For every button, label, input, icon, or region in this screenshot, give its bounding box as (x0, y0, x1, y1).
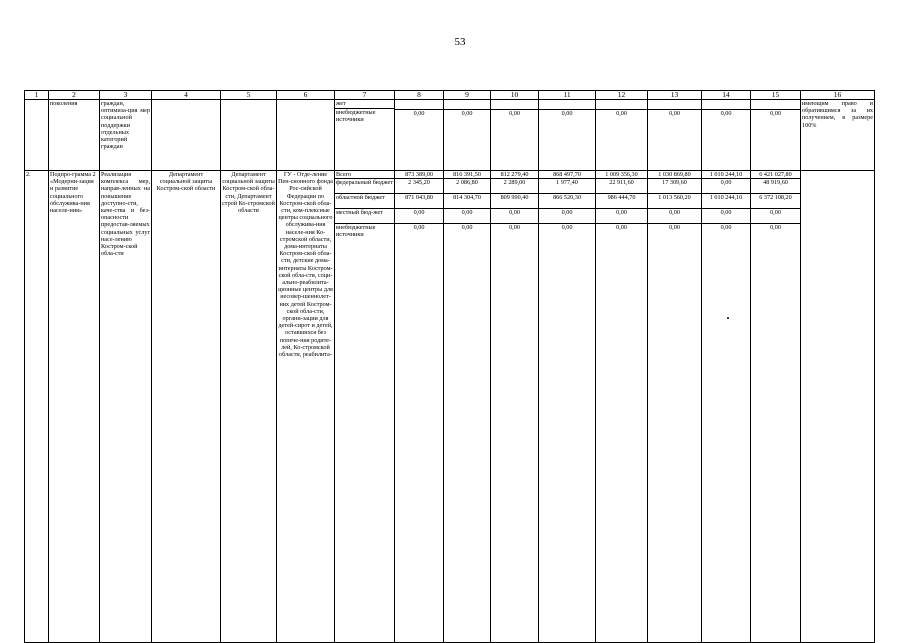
value: 1 977,40 (539, 179, 595, 194)
row-number-cell (25, 100, 49, 171)
value-cell (702, 100, 751, 171)
value: 1 030 869,80 (648, 171, 701, 179)
header-cell: 8 (395, 91, 444, 100)
value-cell (596, 100, 648, 171)
scan-speck (727, 317, 729, 319)
header-cell: 5 (221, 91, 277, 100)
value: 0,00 (720, 224, 732, 231)
value: 0,00 (770, 224, 781, 231)
header-cell: 4 (152, 91, 221, 100)
value-cell (539, 100, 596, 171)
value: 0,00 (413, 224, 425, 231)
responsible-cell: Департамент социальной защиты Костром-ской области (152, 171, 221, 643)
value-cell (648, 100, 702, 171)
header-cell: 15 (751, 91, 801, 100)
value: 0,00 (720, 110, 732, 117)
value: 0,00 (669, 110, 680, 117)
value: 0,00 (702, 179, 750, 194)
value: 0,00 (770, 110, 781, 117)
indicator-cell: имеющим право и обратившимся за их получением, в размере 100% (801, 100, 875, 171)
value: 812 279,40 (491, 171, 538, 179)
value-cell (596, 171, 648, 643)
value: 0,00 (444, 209, 490, 224)
coexecutor-cell: Департамент социальной защиты Костром-ской обла-сти, Департамент строй Ко-стромской области (221, 171, 277, 643)
value-cell (444, 100, 491, 171)
indicator-cell (801, 171, 875, 643)
value: 1 010 244,10 (702, 194, 750, 209)
program-name-cell: Подпро-грамма 2 «Модерни-зация и развитие социального обслужива-ния населе-ния» (49, 171, 100, 643)
header-cell: 3 (100, 91, 152, 100)
value: 0,00 (461, 224, 473, 231)
value: 0,00 (616, 110, 627, 117)
header-cell: 10 (491, 91, 539, 100)
header-cell: 13 (648, 91, 702, 100)
value-cell (491, 171, 539, 643)
value: 6 421 027,80 (751, 171, 800, 179)
header-cell: 2 (49, 91, 100, 100)
value: 6 372 108,20 (751, 194, 800, 209)
value: 0,00 (509, 224, 520, 231)
value: 0,00 (413, 110, 425, 117)
header-cell: 11 (539, 91, 596, 100)
value-cell (751, 171, 801, 643)
header-cell: 9 (444, 91, 491, 100)
participants-cell (277, 100, 335, 171)
value: 814 304,70 (444, 194, 490, 209)
value: 986 444,70 (596, 194, 647, 209)
value: 0,00 (669, 224, 680, 231)
responsible-cell (152, 100, 221, 171)
value: 873 389,00 (395, 171, 443, 179)
value: 0,00 (648, 209, 701, 224)
header-cell: 1 (25, 91, 49, 100)
value: 0,00 (491, 209, 538, 224)
program-table (24, 90, 875, 643)
funding-source-label: Всего (335, 171, 394, 179)
value: 0,00 (751, 209, 800, 224)
funding-source-label: местный бюд-жет (335, 209, 394, 224)
value-cell (395, 100, 444, 171)
value: 0,00 (702, 209, 750, 224)
funding-source-label: областной бюджет (335, 194, 394, 209)
funding-source-label: внебюджетные источники (336, 109, 376, 124)
funding-source-cell (335, 171, 395, 643)
value: 1 010 244,10 (702, 171, 750, 179)
value: 0,00 (395, 209, 443, 224)
value-cell (539, 171, 596, 643)
value: 0,00 (509, 110, 520, 117)
value-cell (395, 171, 444, 643)
goal-cell: Реализация комплекса мер, направ-ленных на повышение доступно-сти, каче-ства и без-опасности предостав-ляемых социальных услуг насе-лению Костром-ской обла-сти (100, 171, 152, 643)
value: 871 043,80 (395, 194, 443, 209)
value: 0,00 (539, 209, 595, 224)
value-cell (444, 171, 491, 643)
program-name-cell: поколения (49, 100, 100, 171)
value: 866 520,30 (539, 194, 595, 209)
value-cell (702, 171, 751, 643)
value: 816 391,50 (444, 171, 490, 179)
value: 868 497,70 (539, 171, 595, 179)
value: 2 345,20 (395, 179, 443, 194)
value: 17 309,60 (648, 179, 701, 194)
header-row (25, 91, 875, 100)
value: 0,00 (596, 209, 647, 224)
header-cell: 6 (277, 91, 335, 100)
value: 1 009 356,30 (596, 171, 647, 179)
value: 0,00 (616, 224, 627, 231)
value: 22 911,60 (596, 179, 647, 194)
header-cell: 16 (801, 91, 875, 100)
value: 2 086,80 (444, 179, 490, 194)
header-cell: 12 (596, 91, 648, 100)
value: 0,00 (561, 224, 573, 231)
funding-source-label: федеральный бюджет (335, 179, 394, 194)
table-row (25, 100, 875, 171)
value: 809 990,40 (491, 194, 538, 209)
value: 2 289,00 (491, 179, 538, 194)
value: 0,00 (561, 110, 573, 117)
page-number: 53 (454, 36, 466, 48)
coexecutor-cell (221, 100, 277, 171)
value: 48 919,60 (751, 179, 800, 194)
funding-source-cell (335, 100, 395, 171)
header-cell: 14 (702, 91, 751, 100)
value: 1 013 560,20 (648, 194, 701, 209)
value: 0,00 (461, 110, 473, 117)
row-number-cell: 2. (25, 171, 49, 643)
value-cell (491, 100, 539, 171)
value-cell (648, 171, 702, 643)
value-cell (751, 100, 801, 171)
funding-source-label: жет (335, 100, 394, 109)
participants-cell: ГУ - Отде-ление Пен-сионного фонда Рос-сийской Федерации по Костром-ской обла-сти, ком-плексные центры социального обслужива-ния населе-ния Ко-стромской области, дома-интернаты Костром-ской обла-сти, детские дома-интернаты Костром-ской обла-сти, соци-ально-реабилита-ционные центры для несовер-шеннолет-них детей Костром-ской обла-сти, органи-зации для детей-сирот и детей, оставшихся без попече-ния родите-лей, Ко-стромской области, реабилита- (277, 171, 335, 643)
table-row (25, 171, 875, 643)
goal-cell: граждан, оптимиза-ция мер социальной поддержки отдельных категорий граждан (100, 100, 152, 171)
funding-source-label: внебюджетные источники (336, 224, 376, 239)
header-cell: 7 (335, 91, 395, 100)
